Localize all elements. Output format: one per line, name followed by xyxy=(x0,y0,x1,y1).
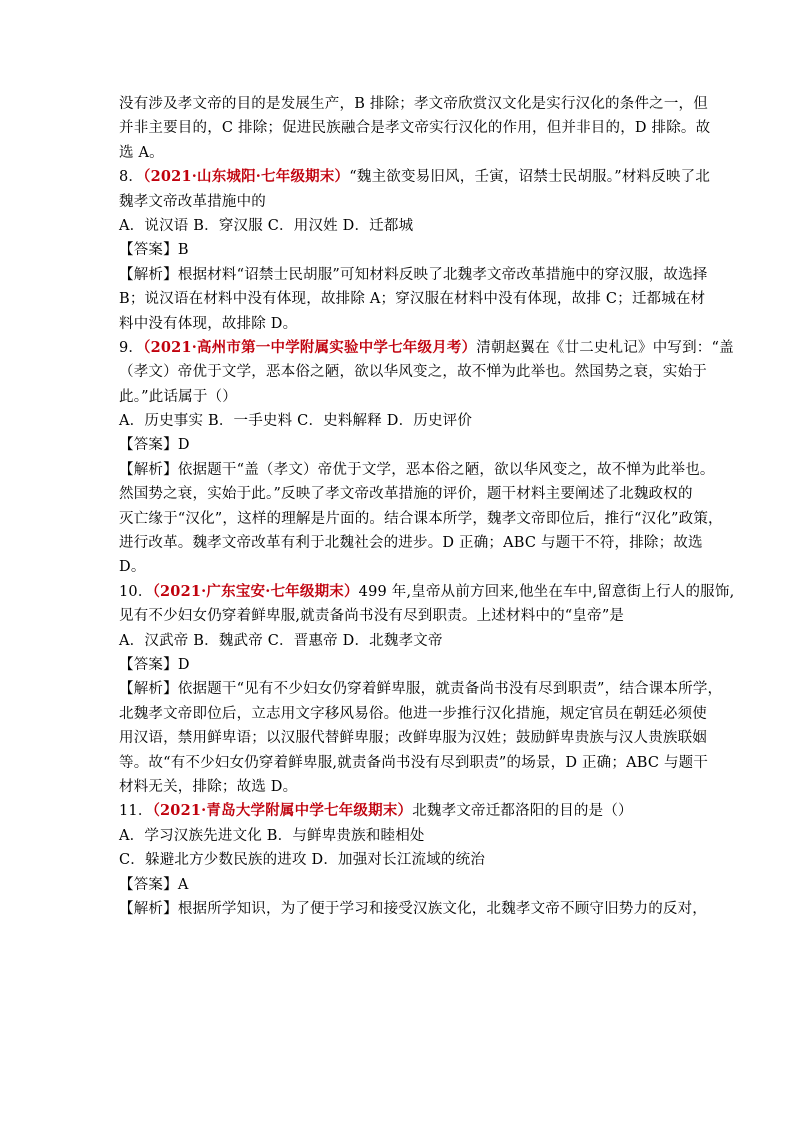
question-options: C．躲避北方少数民族的进攻 D．加强对长江流域的统治 xyxy=(119,852,486,869)
question-stem: 此。”此话属于（） xyxy=(119,388,237,405)
analysis-text: 北魏孝文帝即位后，立志用文字移风易俗。他进一步推行汉化措施，规定官员在朝廷必须使 xyxy=(119,705,707,722)
question-number: 10． xyxy=(119,583,153,600)
answer-value: B xyxy=(177,242,189,259)
text-line: 没有涉及孝文帝的目的是发展生产，B 排除；孝文帝欣赏汉文化是实行汉化的条件之一，但 xyxy=(119,96,708,112)
answer-line xyxy=(119,433,679,457)
question-source: （2021·山东城阳·七年级期末） xyxy=(143,168,350,186)
question-11-stem-line xyxy=(119,799,679,823)
analysis-line xyxy=(119,263,708,287)
answer-value: D xyxy=(177,656,190,673)
analysis-text: 材料无关，排除；故选 D。 xyxy=(119,778,298,795)
question-10-stem-line xyxy=(119,580,735,604)
answer-line xyxy=(119,873,679,897)
document-page xyxy=(119,92,735,921)
question-options: A．历史事实 B．一手史料 C．史料解释 D．历史评价 xyxy=(119,413,473,430)
analysis-text: 依据题干“见有不少妇女仍穿着鲜卑服，就责备尚书没有尽到职责”，结合课本所学， xyxy=(177,681,723,698)
analysis-line xyxy=(119,677,723,701)
question-number: 9． xyxy=(119,339,144,356)
analysis-text: 根据材料“诏禁士民胡服”可知材料反映了北魏孝文帝改革措施中的穿汉服，故选择 xyxy=(177,266,708,283)
analysis-label: 【解析】 xyxy=(119,461,178,478)
answer-label: 【答案】 xyxy=(119,876,178,893)
question-options: A．学习汉族先进文化 B．与鲜卑贵族和睦相处 xyxy=(119,827,425,844)
text-line: 并非主要目的，C 排除；促进民族融合是孝文帝实行汉化的作用，但并非目的，D 排除。故 xyxy=(119,120,711,137)
text-line: 选 A。 xyxy=(119,144,164,161)
analysis-text: 根据所学知识，为了便于学习和接受汉族文化，北魏孝文帝不顾守旧势力的反对， xyxy=(177,900,708,917)
answer-label: 【答案】 xyxy=(119,242,178,259)
question-number: 8． xyxy=(119,169,144,186)
analysis-label: 【解析】 xyxy=(119,266,178,283)
analysis-text: B；说汉语在材料中没有体现，故排除 A；穿汉服在材料中没有体现，故排 C；迁都城在材 xyxy=(119,291,706,308)
question-stem: 魏孝文帝改革措施中的 xyxy=(119,193,266,210)
question-number: 11． xyxy=(119,803,153,820)
analysis-text: 进行改革。魏孝文帝改革有利于北魏社会的进步。D 正确；ABC 与题干不符，排除；故选 xyxy=(119,535,703,552)
analysis-text: 依据题干“盖（孝文）帝优于文学，恶本俗之陋，欲以华风变之，故不惮为此举也。 xyxy=(177,461,715,478)
question-source: （2021·广东宝安·七年级期末） xyxy=(152,582,359,600)
analysis-line xyxy=(119,897,708,921)
analysis-text: D。 xyxy=(119,559,146,576)
analysis-text: 等。故“有不少妇女仍穿着鲜卑服,就责备尚书没有尽到职责”的场景，D 正确；ABC 与题干 xyxy=(119,754,709,771)
answer-value: A xyxy=(177,876,189,893)
question-options: A．说汉语 B．穿汉服 C．用汉姓 D．迁都城 xyxy=(119,217,414,234)
analysis-text: 灭亡缘于“汉化”，这样的理解是片面的。结合课本所学，魏孝文帝即位后，推行“汉化”政策， xyxy=(119,510,723,527)
question-stem: “魏主欲变易旧风，壬寅，诏禁士民胡服。”材料反映了北 xyxy=(349,169,711,186)
answer-label: 【答案】 xyxy=(119,656,178,673)
question-source: （2021·青岛大学附属中学七年级期末） xyxy=(152,802,413,820)
question-source: （2021·高州市第一中学附属实验中学七年级月考） xyxy=(143,338,477,356)
question-stem: 见有不少妇女仍穿着鲜卑服,就责备尚书没有尽到职责。上述材料中的“皇帝”是 xyxy=(119,608,625,625)
answer-label: 【答案】 xyxy=(119,437,178,454)
answer-line xyxy=(119,653,679,677)
analysis-text: 然国势之衰，实始于此。”反映了孝文帝改革措施的评价，题干材料主要阐述了北魏政权的 xyxy=(119,486,693,503)
question-stem: （孝文）帝优于文学，恶本俗之陋，欲以华风变之，故不惮为此举也。然国势之衰，实始于 xyxy=(119,364,707,381)
answer-line xyxy=(119,238,679,262)
analysis-text: 用汉语，禁用鲜卑语；以汉服代替鲜卑服；改鲜卑服为汉姓；鼓励鲜卑贵族与汉人贵族联姻 xyxy=(119,730,707,747)
answer-value: D xyxy=(177,437,190,454)
question-8-stem-line xyxy=(119,165,711,189)
question-options: A．汉武帝 B．魏武帝 C．晋惠帝 D．北魏孝文帝 xyxy=(119,632,443,649)
question-stem: 北魏孝文帝迁都洛阳的目的是（） xyxy=(412,803,633,820)
analysis-text: 料中没有体现，故排除 D。 xyxy=(119,315,298,332)
analysis-label: 【解析】 xyxy=(119,681,178,698)
analysis-line xyxy=(119,458,715,482)
question-9-stem-line xyxy=(119,336,734,360)
question-stem: 499 年,皇帝从前方回来,他坐在车中,留意街上行人的服饰, xyxy=(358,583,735,600)
analysis-label: 【解析】 xyxy=(119,900,178,917)
question-stem: 清朝赵翼在《廿二史札记》中写到：“盖 xyxy=(476,339,734,356)
